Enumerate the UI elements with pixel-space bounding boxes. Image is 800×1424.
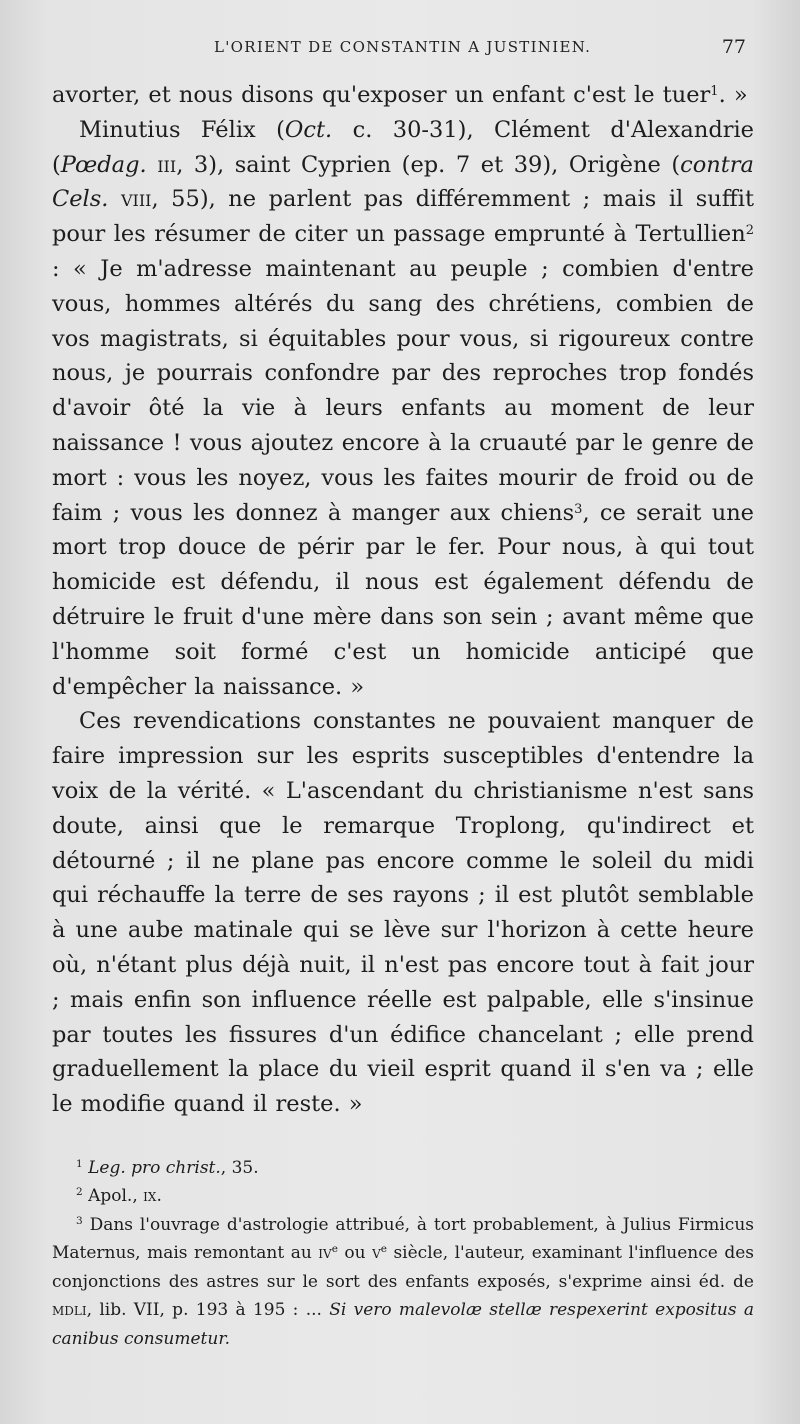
ordinal-suffix: e: [380, 1243, 387, 1256]
footnote-marker: 1: [76, 1157, 83, 1170]
paragraph-3: Ces revendications constantes ne pouvaient manquer de faire impression sur les esprits susceptibles d'entendre la voix de la vérité. « L'ascendant du christianisme n'est sans doute, ainsi que le remarque Troplong, qu'indirect et détourné ; il ne plane pas encore comme le soleil du midi qui réchauffe la terre de ses rayons ; il est plutôt semblable à une aube matinale qui se lève sur l'horizon à cette heure où, n'étant plus déjà nuit, il n'est pas encore tout à fait jour ; mais enfin son influence réelle est palpable, elle s'insinue par toutes les fissures d'un édifice chancelant ; elle prend graduellement la place du vieil esprit quand il s'en va ; elle le modifie quand il reste. »: [52, 708, 754, 1118]
main-text: [52, 78, 754, 1122]
footnote-text: , lib. VII, p. 193 à 195 : ...: [86, 1300, 330, 1321]
running-head: L'ORIENT DE CONSTANTIN A JUSTINIEN.: [214, 38, 592, 56]
text-run: : « Je m'adresse maintenant au peuple ; combien d'entre vous, hommes altérés du sang des chrétiens, combien de vos magistrats, si équitables pour vous, si rigoureux contre nous, je pourrais confondre par des reproches trop fondés d'avoir ôté la vie à leurs enfants au moment de leur naissance ! vous ajoutez encore à la cruauté par le genre de mort : vous les noyez, vous les faites mourir de froid ou de faim ; vous les donnez à manger aux chiens: [52, 255, 754, 526]
footnote-ref-3: 3: [574, 501, 583, 517]
footnote-text: Apol.,: [88, 1186, 144, 1207]
text-run: Minutius Félix (: [79, 116, 285, 143]
footnote-3: [52, 1211, 754, 1354]
footnote-marker: 2: [76, 1186, 83, 1199]
footnote-text: , 35.: [220, 1157, 259, 1178]
citation-italic: contra Cels.: [52, 151, 754, 213]
footnote-italic: Si vero malevolæ stellæ respexerint expositus a canibus consumetur.: [52, 1300, 754, 1349]
footnote-2: [52, 1182, 754, 1211]
footnote-text: .: [156, 1186, 162, 1207]
roman-numeral: viii: [120, 186, 152, 213]
footnote-ref-1: 1: [710, 84, 719, 99]
paragraph-1: [52, 78, 754, 113]
roman-numeral: mdli: [52, 1300, 87, 1321]
footnote-1: [52, 1154, 754, 1183]
footnote-marker: 3: [76, 1214, 83, 1227]
roman-numeral: iv: [318, 1243, 332, 1264]
roman-numeral: iii: [157, 151, 177, 178]
roman-numeral: v: [372, 1243, 381, 1264]
citation-italic: Pœdag.: [60, 151, 147, 178]
paragraph-1-end: . »: [718, 82, 748, 108]
footnote-ref-2: 2: [745, 223, 754, 239]
text-run: c. 30-31), Clément d'Alexandrie (: [52, 116, 754, 178]
page-number: 77: [721, 36, 746, 58]
citation-italic: Oct.: [284, 116, 333, 143]
roman-numeral: ix: [143, 1186, 157, 1207]
text-run: , ce serait une mort trop douce de périr par le fer. Pour nous, à qui tout homicide est défendu, il nous est également défendu de détruire le fruit d'une mère dans son sein ; avant même que l'homme soit formé c'est un homicide anticipé que d'empêcher la naissance. »: [52, 499, 755, 700]
footnote-text: siècle, l'auteur, examinant l'influence des conjonctions des astres sur le sort des enfants exposés, s'exprime ainsi éd. de: [52, 1243, 754, 1292]
page-header: [52, 0, 754, 78]
paragraph-2: [52, 113, 754, 705]
footnotes: [52, 1154, 754, 1354]
text-run: , 55), ne parlent pas différemment ; mais il suffit pour les résumer de citer un passage emprunté à Tertullien: [52, 186, 755, 248]
footnote-italic: Leg. pro christ.: [88, 1157, 221, 1178]
text-run: [108, 186, 121, 212]
ordinal-suffix: e: [331, 1243, 338, 1256]
footnote-text: ou: [337, 1243, 373, 1264]
text-run: [147, 152, 158, 178]
text-run: , 3), saint Cyprien (ep. 7 et 39), Origène (: [176, 151, 681, 178]
footnote-text: Dans l'ouvrage d'astrologie attribué, à tort probablement, à Julius Firmicus Maternus, mais remontant au: [52, 1214, 754, 1264]
paragraph-1-text: avorter, et nous disons qu'exposer un enfant c'est le tuer: [52, 82, 711, 108]
